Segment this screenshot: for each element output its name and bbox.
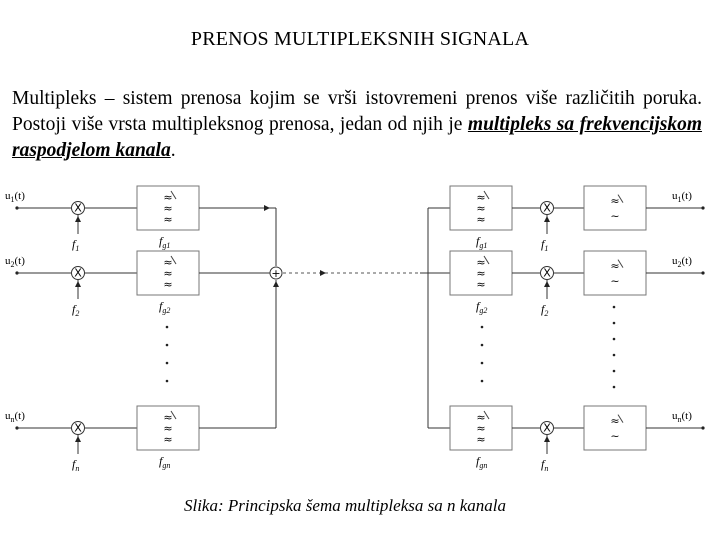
rx-ellipsis <box>481 326 484 329</box>
output-terminal <box>701 426 704 429</box>
tx-bandpass-filter-1-glyph: ≈ <box>163 202 173 215</box>
tx-bandpass-filter-3-glyph: ≈ <box>163 411 173 424</box>
rx-lp-ellipsis <box>613 322 616 325</box>
rx-bandpass-filter-2-glyph: ≈ <box>476 278 486 291</box>
rx-bandpass-filter-2-glyph: ≈ <box>476 256 486 269</box>
rx-lowpass-filter-1-glyph: ~ <box>610 209 620 223</box>
figure-caption: Slika: Principska šema multipleksa sa n kanala <box>183 496 506 515</box>
input-label-1: $u_1(t)$ <box>5 190 25 204</box>
page-title: PRENOS MULTIPLEKSNIH SIGNALA <box>190 28 530 50</box>
intro-text: Multipleks – sistem prenosa kojim se vrši istovremeni prenos više različitih poruka. Postoji više vrsta multipleksnog prenosa, jedan od njih je <box>12 88 702 135</box>
rx-bandpass-filter-3-glyph: ≈ <box>476 433 486 446</box>
bus-arrow-bottom <box>273 281 279 287</box>
rx-lp-ellipsis <box>613 338 616 341</box>
rx-carrier-arrow <box>544 216 550 222</box>
rx-lowpass-filter-2-glyph: ~ <box>610 274 620 288</box>
tx-filter-label-3: $f_{gn}$ <box>159 454 171 470</box>
tx-carrier-label-2: $f_2$ <box>72 302 80 318</box>
output-terminal <box>701 271 704 274</box>
output-label-2: $u_2(t)$ <box>672 255 692 269</box>
input-label-3: $u_n(t)$ <box>5 410 25 424</box>
rx-lowpass-filter-1-glyph: ≈ <box>610 194 620 208</box>
input-label-2: $u_2(t)$ <box>5 255 25 269</box>
tx-filter-label-1: $f_{g1}$ <box>159 234 171 250</box>
summer-symbol: + <box>271 267 281 280</box>
output-terminal <box>701 206 704 209</box>
rx-mixer-3-symbol: X <box>543 421 551 435</box>
output-label-1: $u_1(t)$ <box>672 190 692 204</box>
rx-lowpass-filter-3-glyph: ~ <box>610 429 620 443</box>
tx-bandpass-filter-2-glyph: ≈ <box>163 256 173 269</box>
rx-ellipsis <box>481 380 484 383</box>
rx-mixer-2-symbol: X <box>543 266 551 280</box>
tx-ellipsis <box>166 344 169 347</box>
rx-bandpass-filter-1-glyph: ≈ <box>476 213 486 226</box>
rx-lowpass-filter-2-glyph: ≈ <box>610 259 620 273</box>
rx-carrier-label-2: $f_2$ <box>541 302 549 318</box>
tx-bandpass-filter-3-glyph: ≈ <box>163 433 173 446</box>
rx-lp-ellipsis <box>613 354 616 357</box>
tx-bandpass-filter-2-glyph: ≈ <box>163 278 173 291</box>
tx-carrier-label-3: $f_n$ <box>72 457 80 473</box>
channel-arrow <box>320 270 326 276</box>
tx-bandpass-filter-3-glyph: ≈ <box>163 422 173 435</box>
tx-bandpass-filter-1-glyph: ≈ <box>163 213 173 226</box>
tx-carrier-label-1: $f_1$ <box>72 237 80 253</box>
tx-mixer-2-symbol: X <box>74 266 82 280</box>
rx-carrier-arrow <box>544 281 550 287</box>
output-label-3: $u_n(t)$ <box>672 410 692 424</box>
carrier-arrow <box>75 216 81 222</box>
rx-lp-ellipsis <box>613 370 616 373</box>
rx-bandpass-filter-1-glyph: ≈ <box>476 202 486 215</box>
rx-bandpass-filter-3-glyph: ≈ <box>476 411 486 424</box>
rx-lowpass-filter-3 <box>584 406 646 450</box>
rx-bandpass-filter-3-glyph: ≈ <box>476 422 486 435</box>
intro-emphasis: multipleks sa frekvencijskom raspodjelom kanala <box>12 114 703 161</box>
rx-carrier-label-1: $f_1$ <box>541 237 549 253</box>
carrier-arrow <box>75 281 81 287</box>
tx-mixer-3-symbol: X <box>74 421 82 435</box>
tx-bandpass-filter-1-glyph: ≈ <box>163 191 173 204</box>
rx-lp-ellipsis <box>613 386 616 389</box>
rx-lowpass-filter-1 <box>584 186 646 230</box>
rx-mixer-1-symbol: X <box>543 201 551 215</box>
rx-ellipsis <box>481 344 484 347</box>
rx-lowpass-filter-2 <box>584 251 646 295</box>
tx-ellipsis <box>166 326 169 329</box>
tx-ellipsis <box>166 380 169 383</box>
tx-bandpass-filter-2-glyph: ≈ <box>163 267 173 280</box>
bus-arrow-top <box>264 205 270 211</box>
rx-bandpass-filter-2-glyph: ≈ <box>476 267 486 280</box>
rx-filter-label-1: $f_{g1}$ <box>476 234 488 250</box>
rx-lowpass-filter-3-glyph: ≈ <box>610 414 620 428</box>
rx-carrier-label-3: $f_n$ <box>541 457 549 473</box>
rx-bandpass-filter-1-glyph: ≈ <box>476 191 486 204</box>
tx-mixer-1-symbol: X <box>74 201 82 215</box>
rx-ellipsis <box>481 362 484 365</box>
rx-lp-ellipsis <box>613 306 616 309</box>
intro-end: . <box>170 140 176 161</box>
rx-filter-label-2: $f_{g2}$ <box>476 299 488 315</box>
rx-carrier-arrow <box>544 436 550 442</box>
tx-filter-label-2: $f_{g2}$ <box>159 299 171 315</box>
tx-ellipsis <box>166 362 169 365</box>
rx-filter-label-3: $f_{gn}$ <box>476 454 488 470</box>
carrier-arrow <box>75 436 81 442</box>
